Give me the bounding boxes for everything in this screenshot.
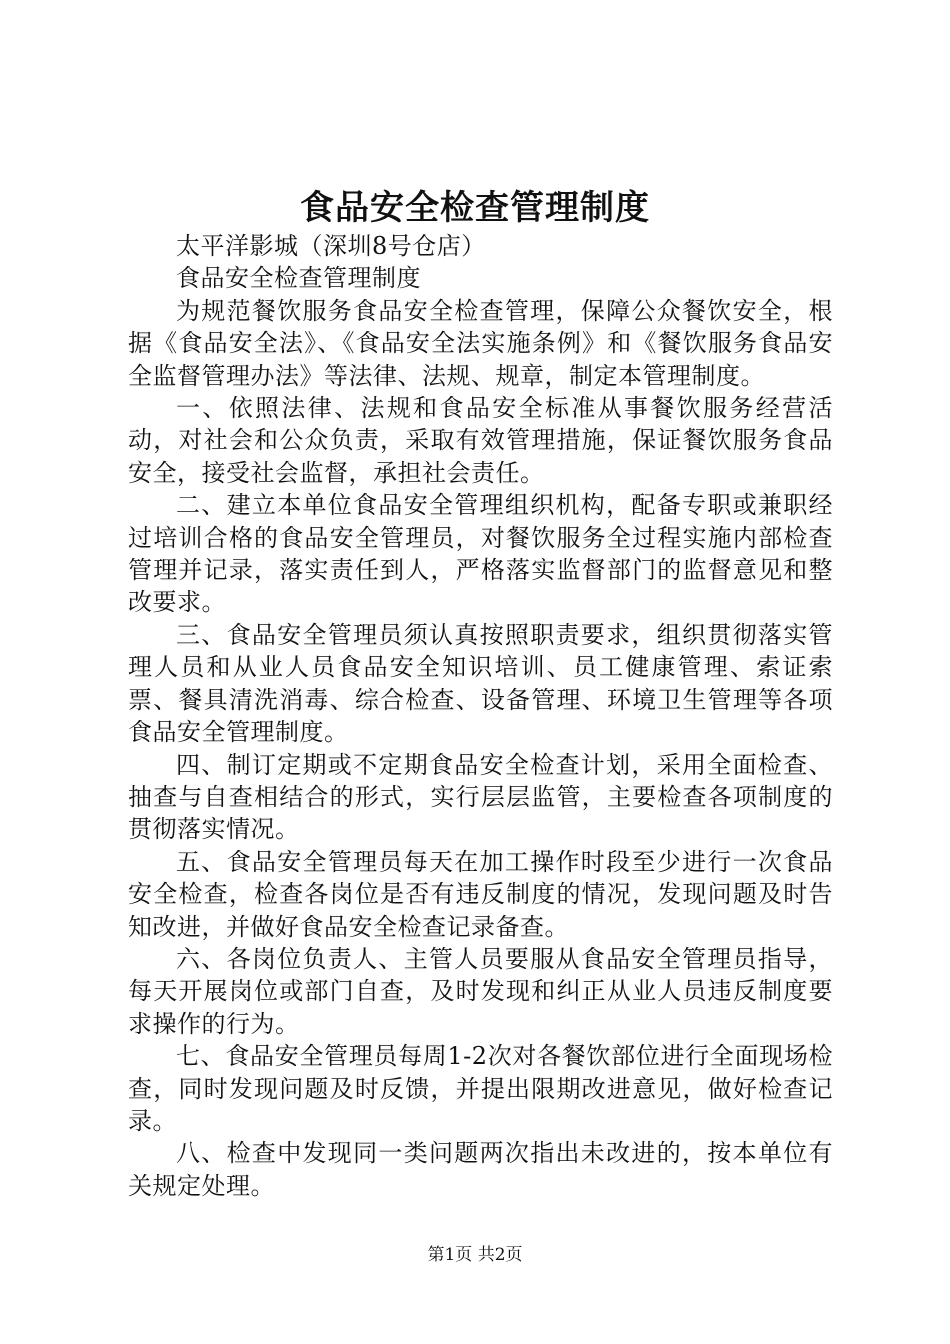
paragraph-organization: 太平洋影城（深圳8号仓店） bbox=[176, 232, 486, 260]
paragraph-item-5: 五、食品安全管理员每天在加工操作时段至少进行一次食品安全检查，检查各岗位是否有违反制度的情况，发现问题及时告知改进，并做好食品安全检查记录备查。 bbox=[128, 847, 833, 941]
paragraph-item-4: 四、制订定期或不定期食品安全检查计划，采用全面检查、抽查与自查相结合的形式，实行层层监管，主要检查各项制度的贯彻落实情况。 bbox=[128, 750, 833, 844]
paragraph-item-6: 六、各岗位负责人、主管人员要服从食品安全管理员指导，每天开展岗位或部门自查，及时发现和纠正从业人员违反制度要求操作的行为。 bbox=[128, 944, 833, 1038]
paragraph-subtitle: 食品安全检查管理制度 bbox=[176, 264, 421, 293]
paragraph-item-3: 三、食品安全管理员须认真按照职责要求，组织贯彻落实管理人员和从业人员食品安全知识培训、员工健康管理、索证索票、餐具清洗消毒、综合检查、设备管理、环境卫生管理等各项食品安全管理制度。 bbox=[128, 620, 833, 747]
paragraph-item-1: 一、依照法律、法规和食品安全标准从事餐饮服务经营活动，对社会和公众负责，采取有效管理措施，保证餐饮服务食品安全，接受社会监督，承担社会责任。 bbox=[128, 394, 833, 487]
paragraph-item-8: 八、检查中发现同一类问题两次指出未改进的，按本单位有关规定处理。 bbox=[128, 1139, 833, 1200]
paragraph-intro: 为规范餐饮服务食品安全检查管理，保障公众餐饮安全，根据《食品安全法》、《食品安全法实施条例》和《餐饮服务食品安全监督管理办法》等法律、法规、规章，制定本管理制度。 bbox=[128, 296, 833, 390]
paragraph-item-7: 七、食品安全管理员每周1-2次对各餐饮部位进行全面现场检查，同时发现问题及时反馈，并提出限期改进意见，做好检查记录。 bbox=[128, 1042, 833, 1135]
document-title: 食品安全检查管理制度 bbox=[300, 188, 650, 228]
page-number-footer: 第1页 共2页 bbox=[427, 1245, 523, 1265]
paragraph-item-2: 二、建立本单位食品安全管理组织机构，配备专职或兼职经过培训合格的食品安全管理员，对餐饮服务全过程实施内部检查管理并记录，落实责任到人，严格落实监督部门的监督意见和整改要求。 bbox=[128, 491, 833, 617]
document-body bbox=[128, 230, 833, 1202]
